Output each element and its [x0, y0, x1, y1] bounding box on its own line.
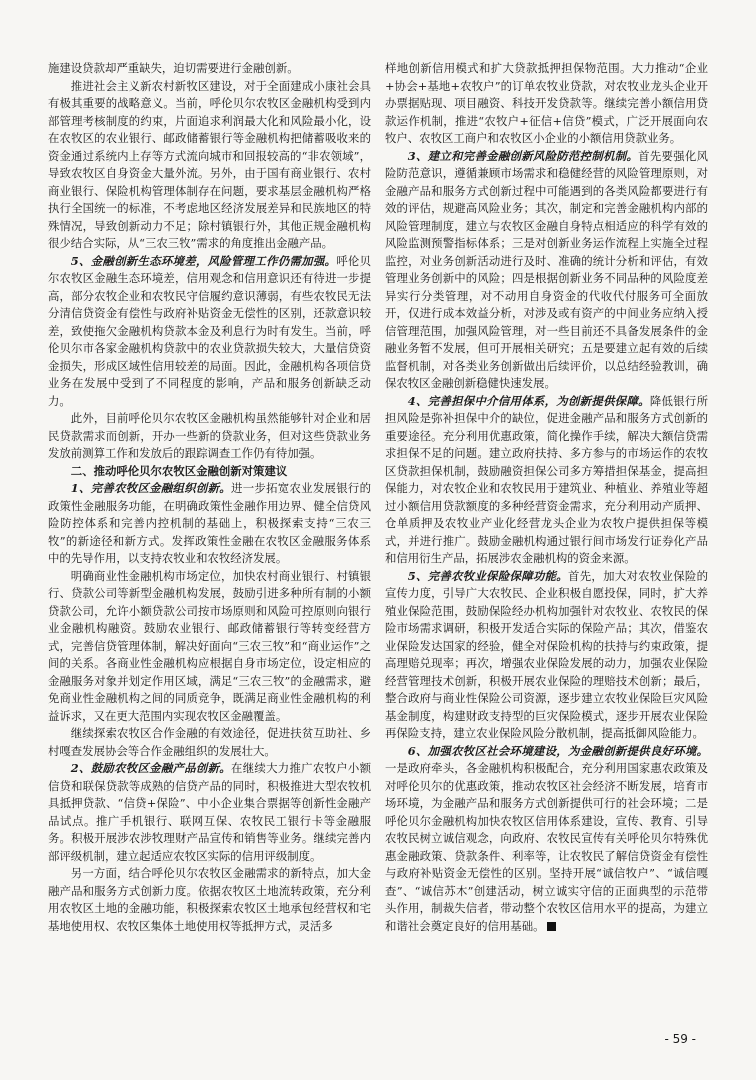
subsection-heading: 3、建立和完善金融创新风险防范控制机制。 — [407, 148, 639, 163]
paragraph: 样地创新信用模式和扩大贷款抵押担保物范围。大力推动“企业+协会+基地+农牧户”的订单农牧业贷款，对农牧业龙头企业开办票据贴现、项目融资、科技开发贷款等。继续完善小额信用贷款运作机制，推进“农牧户+征信+信贷”模式，广泛开展面向农牧户、农牧区工商户和农牧区小企业的小额信用贷款业务。 — [385, 61, 708, 145]
paragraph: 推进社会主义新农村新牧区建设，对于全面建成小康社会具有极其重要的战略意义。当前，呼伦贝尔农牧区金融机构受到内部管理考核制度的约束，片面追求利润最大化和风险最小化，设在农牧区的农业银行、邮政储蓄银行等金融机构把储蓄吸收来的资金通过系统内上存等方式流向城市和回报较高的“非农领域”，导致农牧区自身资金大量外流。另外，由于国有商业银行、农村商业银行、保险机构管理体制存在问题，要求基层金融机构严格执行全国统一的标准，不考虑地区经济发展差异和民族地区的特殊情况，导致创新动力不足；除村镇银行外，其他正规金融机构很少结合实际，从“三农三牧”需求的角度推出金融产品。 — [48, 78, 371, 250]
subsection-heading: 4、完善担保中介信用体系，为创新提供保障。 — [407, 393, 650, 408]
paragraph — [385, 568, 708, 743]
subsection-heading: 5、金融创新生态环境差，风险管理工作仍需加强。 — [70, 253, 337, 268]
paragraph: 此外，目前呼伦贝尔农牧区金融机构虽然能够针对企业和居民贷款需求而创新，开办一些新的贷款业务，但对这些贷款业务发放前测算工作和发放后的跟踪调查工作仍有待加强。 — [48, 411, 371, 460]
paragraph-text: 在继续大力推广农牧户小额信贷和联保贷款等成熟的信贷产品的同时，积极推进大型农牧机具抵押贷款、“信贷+保险”、中小企业集合票据等创新性金融产品试点。推广手机银行、联网互保、农牧民工银行卡等金融服务。积极开展涉农涉牧理财产品宣传和销售等业务。继续完善内部评级机制，建立起适应农牧区实际的信用评级制度。 — [48, 761, 371, 863]
paragraph — [385, 148, 708, 393]
subsection-heading: 2、鼓励农牧区金融产品创新。 — [70, 761, 231, 775]
subsection-heading: 6、加强农牧区社会环境建设，为金融创新提供良好环境。 — [407, 743, 708, 758]
subsection-heading: 1、完善农牧区金融组织创新。 — [70, 481, 231, 495]
paragraph — [48, 760, 371, 865]
paragraph-text: 进一步拓宽农业发展银行的政策性金融服务功能，在明确政策性金融作用边界、健全信贷风险防控体系和完善内控机制的基础上，积极探索支持“三农三牧”的新途径和新方式。发挥政策性金融在农牧区金融服务体系中的先导作用，以支持农牧业和农牧经济发展。 — [48, 481, 371, 565]
paragraph-text: 首先，加大对农牧业保险的宣传力度，引导广大农牧民、企业积极自愿投保，同时，扩大养殖业保险范围，鼓励保险经办机构加强针对农牧业、农牧民的保险市场需求调研，积极开发适合实际的保险产品；其次，借鉴农业保险发达国家的经验，健全对保险机构的扶持与约束政策，提高理赔兑现率；再次，增强农业保险发展的动力，加强农业保险经营管理技术创新，积极开展农业保险的理赔技术创新；最后，整合政府与商业性保险公司资源，逐步建立农牧业保险巨灾风险基金制度，构建财政支持型的巨灾保险模式，逐步开展农业保险再保险支持，建立农业保险风险分散机制，提高抵御风险能力。 — [385, 568, 708, 740]
paragraph-text: 首先要强化风险防范意识，遵循兼顾市场需求和稳健经营的风险管理原则，对金融产品和服务方式创新过程中可能遇到的各类风险都要进行有效的评估，规避高风险业务；其次，制定和完善金融机构内部的风险管理制度，建立与农牧区金融自身特点相适应的科学有效的风险监测预警指标体系；三是对创新业务运作流程上实施全过程监控，对业务创新活动进行及时、准确的统计分析和评估，有效管理业务创新中的风险；四是根据创新业务不同品种的风险度差异实行分类管理，对不动用自身资金的代收代付服务可全面放开，仅进行成本效益分析，对涉及或有资产的中间业务应纳入授信管理范围，加强风险管理，对一些目前还不具备发展条件的金融业务暂不发展，但可开展相关研究；五是要建立起有效的后续监督机制，对各类业务创新做出后续评价，以总结经验教训，确保农牧区金融创新稳健快速发展。 — [385, 148, 708, 390]
paragraph — [48, 253, 371, 411]
paragraph-text: 一是政府牵头，各金融机构积极配合，充分利用国家惠农政策及对呼伦贝尔的优惠政策，推动农牧区社会经济不断发展，培育市场环境，为金融产品和服务方式创新提供可行的社会环境；二是呼伦贝尔金融机构加快农牧区信用体系建设，宣传、教育、引导农牧民树立诚信观念，向政府、农牧民宣传有关呼伦贝尔特殊优惠金融政策、贷款条件、利率等，让农牧民了解信贷资金有偿性与政府补贴资金无偿性的区别。坚持开展“诚信牧户”、“诚信嘎查”、“诚信苏木”创建活动，树立诚实守信的正面典型的示范带头作用，制裁失信者，带动整个农牧区信用水平的提高，为建立和谐社会奠定良好的信用基础。 — [385, 761, 708, 933]
paragraph — [48, 480, 371, 568]
two-column-body — [48, 60, 708, 1035]
end-mark-icon — [547, 922, 556, 931]
paragraph-text: 降低银行所担风险是弥补担保中介的缺位，促进金融产品和服务方式创新的重要途径。充分利用优惠政策，简化操作手续，解决大额信贷需求担保不足的问题。建立政府扶持、多方参与的市场运作的农牧区贷款担保机制，鼓励融资担保公司多方筹措担保基金，提高担保能力，对农牧企业和农牧民用于建筑业、种植业、养殖业等超过小额信用贷款额度的多种经营资金需求，充分利用动产质押、仓单质押及农牧业产业化经营龙头企业为农牧户提供担保等模式，并进行推广。鼓励金融机构通过银行间市场发行证券化产品和信用衍生产品，拓展涉农金融机构的资金来源。 — [385, 393, 708, 565]
paragraph: 继续探索农牧区合作金融的有效途径，促进扶贫互助社、乡村嘎查发展协会等合作金融组织的发展壮大。 — [48, 726, 371, 758]
left-column — [48, 60, 371, 1035]
section-heading: 二、推动呼伦贝尔农牧区金融创新对策建议 — [70, 463, 288, 478]
paragraph: 另一方面，结合呼伦贝尔农牧区金融需求的新特点，加大金融产品和服务方式创新力度。依据农牧区土地流转政策，充分利用农牧区土地的金融功能，积极探索农牧区土地承包经营权和宅基地使用权、农牧区集体土地使用权等抵押方式，灵活多 — [48, 866, 371, 933]
paragraph: 施建设贷款却严重缺失，迫切需要进行金融创新。 — [48, 61, 299, 75]
paragraph — [385, 743, 708, 936]
right-column — [385, 60, 708, 1035]
paragraph: 明确商业性金融机构市场定位，加快农村商业银行、村镇银行、贷款公司等新型金融机构发展，鼓励引进多种所有制的小额贷款公司，允许小额贷款公司按市场原则和风险可控原则向银行业金融机构融资。鼓励农业银行、邮政储蓄银行等转变经营方式，完善信贷管理体制，解决好面向“三农三牧”和“商业运作”之间的关系。各商业性金融机构应根据自身市场定位，设定相应的金融服务对象并划定作用区域，满足“三农三牧”的金融需求，避免商业性金融机构之间的同质竞争，既满足商业性金融机构的利益诉求，又在更大范围内实现农牧区金融覆盖。 — [48, 568, 371, 723]
paragraph — [385, 393, 708, 568]
page-number: - 59 - — [664, 1032, 696, 1046]
paragraph-text: 呼伦贝尔农牧区金融生态环境差，信用观念和信用意识还有待进一步提高，部分农牧企业和农牧民守信履约意识薄弱，有些农牧民无法分清信贷资金有偿性与政府补贴资金无偿性的区别，还款意识较差，致使拖欠金融机构贷款本金及利息行为时有发生。当前，呼伦贝尔市各家金融机构贷款中的农业贷款损失较大，大量信贷资金损失，形成区域性信用较差的局面。因此，金融机构各项信贷业务在发展中受到了不同程度的影响，产品和服务创新缺乏动力。 — [48, 253, 371, 408]
subsection-heading: 5、完善农牧业保险保障功能。 — [407, 568, 568, 583]
